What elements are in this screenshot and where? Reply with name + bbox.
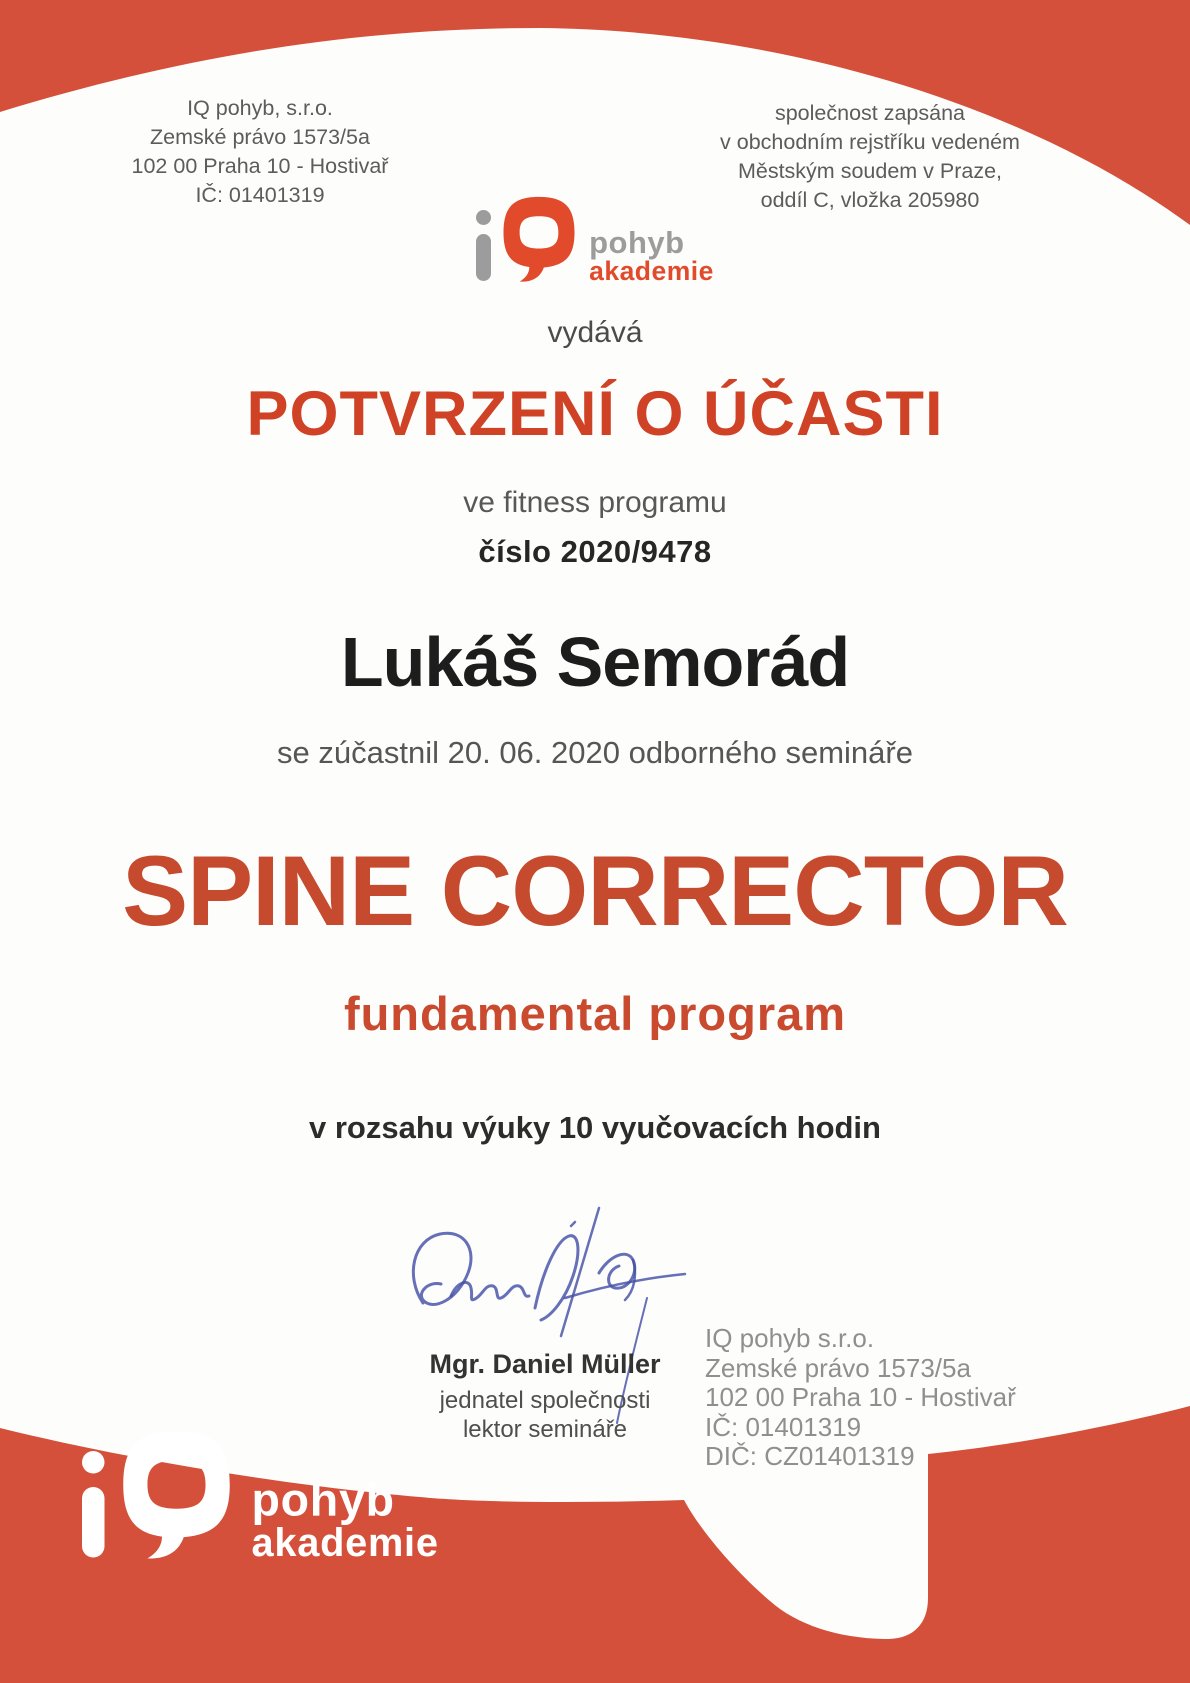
signatory-name: Mgr. Daniel Müller: [429, 1349, 661, 1379]
certificate-number: číslo 2020/9478: [478, 534, 712, 569]
iq-pohyb-akademie-logo: [0, 192, 1190, 285]
logo-q-bubble-icon: [115, 1424, 238, 1562]
company-stamp-line: Zemské právo 1573/5a: [705, 1352, 971, 1383]
issuer-address-line: Zemské právo 1573/5a: [150, 125, 370, 149]
issues-label: vydává: [547, 316, 643, 349]
company-stamp-line: 102 00 Praha 10 - Hostivař: [705, 1382, 1016, 1412]
logo-word-pohyb: pohyb: [589, 225, 685, 260]
logo-word-pohyb: pohyb: [251, 1473, 395, 1526]
registry-info-line: v obchodním rejstříku vedeném: [720, 130, 1020, 154]
iq-pohyb-akademie-logo-footer: [82, 1424, 439, 1564]
certificate-title: POTVRZENÍ O ÚČASTI: [246, 379, 944, 449]
signatory-role-2: lektor semináře: [462, 1416, 628, 1443]
logo-i-glyph-icon: [476, 210, 491, 281]
issuer-address-line: IČ: 01401319: [195, 183, 325, 207]
program-subtitle: fundamental program: [343, 987, 847, 1040]
registry-info-line: společnost zapsána: [774, 101, 966, 125]
logo-i-glyph-icon: [82, 1451, 105, 1558]
registry-info-line: oddíl C, vložka 205980: [760, 188, 980, 212]
certificate-subtitle: ve fitness programu: [463, 486, 727, 519]
issuer-address-line: 102 00 Praha 10 - Hostivař: [131, 154, 389, 178]
registry-info-line: Městským soudem v Praze,: [737, 159, 1003, 183]
logo-word-akademie: akademie: [589, 256, 714, 286]
company-stamp-line: IČ: 01401319: [705, 1411, 862, 1442]
company-stamp-line: DIČ: CZ01401319: [705, 1441, 915, 1471]
logo-word-akademie: akademie: [251, 1520, 439, 1565]
participation-line: se zúčastnil 20. 06. 2020 odborného semináře: [277, 735, 913, 770]
company-stamp-line: IQ pohyb s.r.o.: [705, 1323, 875, 1353]
signatory-role-1: jednatel společnosti: [439, 1387, 651, 1414]
program-title: SPINE CORRECTOR: [122, 835, 1068, 946]
company-stamp: [705, 1324, 1016, 1472]
issuer-address-line: IQ pohyb, s.r.o.: [187, 96, 333, 120]
participant-name: Lukáš Semorád: [340, 623, 850, 701]
logo-q-bubble-icon: [498, 192, 580, 284]
scope-line: v rozsahu výuky 10 vyučovacích hodin: [308, 1110, 881, 1145]
